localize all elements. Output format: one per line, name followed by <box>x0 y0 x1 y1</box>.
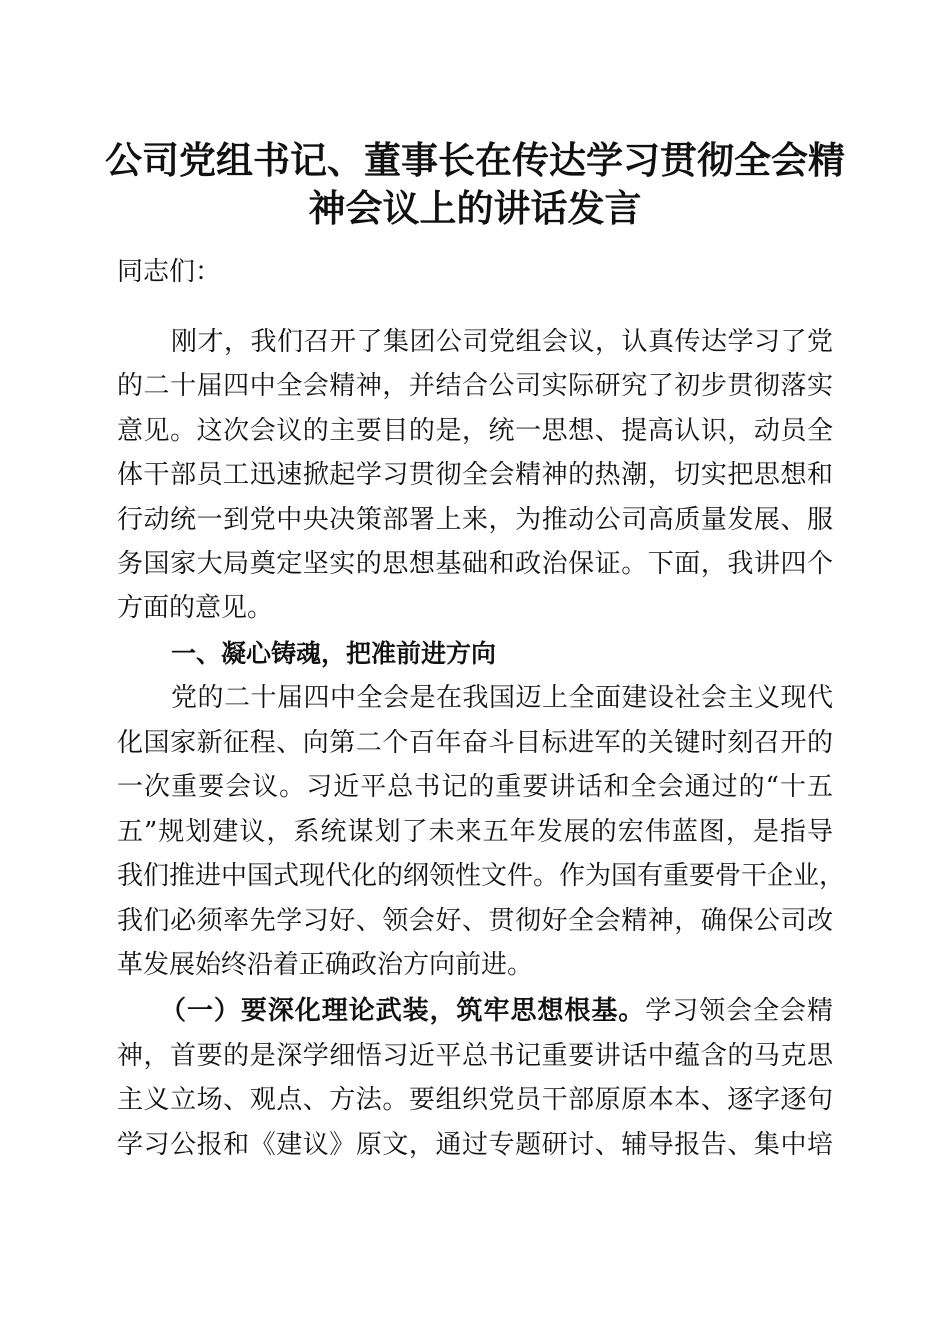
paragraph-3-line: 学习公报和《建议》原文，通过专题研讨、辅导报告、集中培 <box>117 1130 833 1160</box>
paragraph-2-line: 五”规划建议，系统谋划了未来五年发展的宏伟蓝图，是指导 <box>117 817 833 847</box>
document-title-line-1: 公司党组书记、董事长在传达学习贯彻全会精 <box>105 138 845 182</box>
paragraph-2-line: 化国家新征程、向第二个百年奋斗目标进军的关键时刻召开的 <box>117 728 833 758</box>
document-title-line-2: 神会议上的讲话发言 <box>308 186 642 230</box>
paragraph-3-first-line <box>160 996 833 1026</box>
subsection-1-lead: （一）要深化理论武装，筑牢思想根基。 <box>160 996 646 1026</box>
section-1-heading: 一、凝心铸魂，把准前进方向 <box>171 639 497 668</box>
paragraph-2-line: 革发展始终沿着正确政治方向前进。 <box>117 950 534 980</box>
paragraph-2-line: 党的二十届四中全会是在我国迈上全面建设社会主义现代 <box>171 683 833 713</box>
paragraph-1-line: 刚才，我们召开了集团公司党组会议，认真传达学习了党 <box>171 327 833 357</box>
paragraph-1-line: 的二十届四中全会精神，并结合公司实际研究了初步贯彻落实 <box>117 371 833 401</box>
paragraph-3-first-line-rest: 学习领会全会精 <box>645 996 833 1026</box>
paragraph-1-line: 务国家大局奠定坚实的思想基础和政治保证。下面，我讲四个 <box>117 549 833 579</box>
paragraph-1-line: 行动统一到党中央决策部署上来，为推动公司高质量发展、服 <box>117 505 833 535</box>
paragraph-2-line: 我们推进中国式现代化的纲领性文件。作为国有重要骨干企业， <box>117 861 846 891</box>
paragraph-3-line: 神，首要的是深学细悟习近平总书记重要讲话中蕴含的马克思 <box>117 1041 833 1071</box>
salutation: 同志们： <box>117 257 222 287</box>
paragraph-2-line: 一次重要会议。习近平总书记的重要讲话和全会通过的“十五 <box>117 772 833 802</box>
paragraph-1-line: 方面的意见。 <box>117 593 274 623</box>
paragraph-1-line: 体干部员工迅速掀起学习贯彻全会精神的热潮，切实把思想和 <box>117 460 833 490</box>
paragraph-2-line: 我们必须率先学习好、领会好、贯彻好全会精神，确保公司改 <box>117 906 833 936</box>
paragraph-3-line: 主义立场、观点、方法。要组织党员干部原原本本、逐字逐句 <box>117 1085 833 1115</box>
paragraph-1-line: 意见。这次会议的主要目的是，统一思想、提高认识，动员全 <box>117 416 833 446</box>
